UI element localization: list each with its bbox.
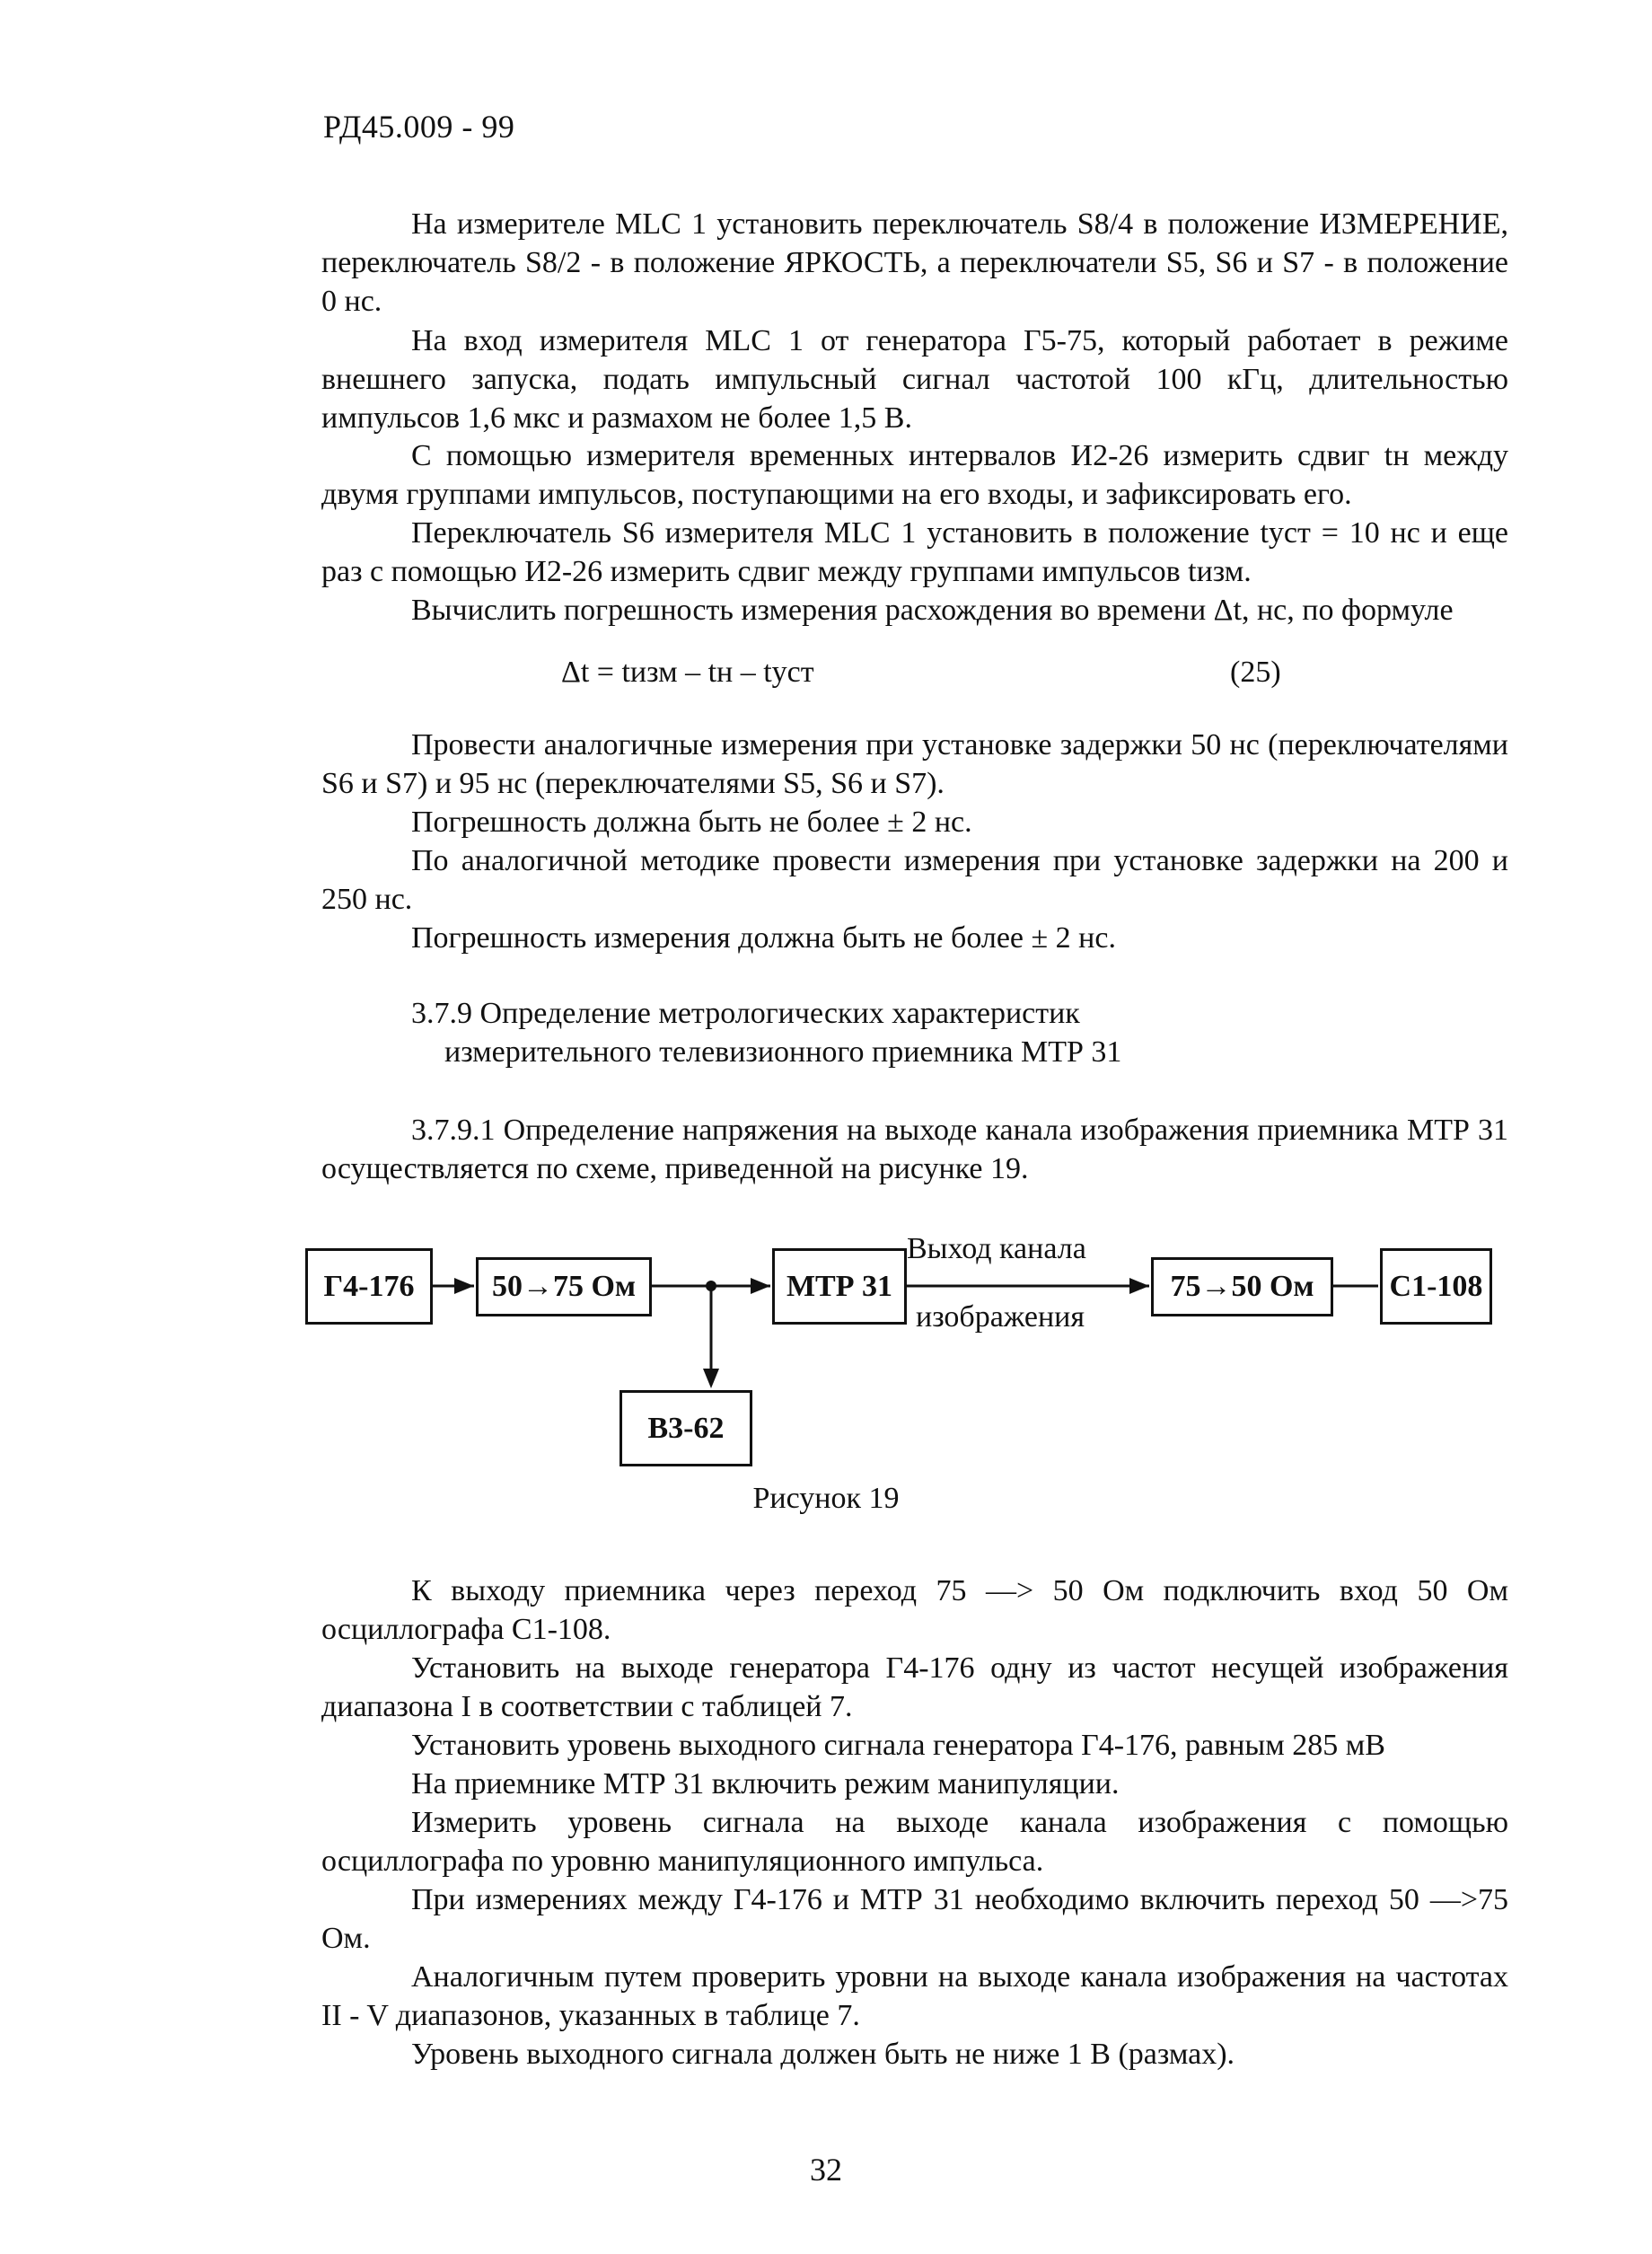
g4-176-block: Г4-176 <box>305 1248 433 1325</box>
adapter-75-50-block: 75→50 Ом <box>1151 1257 1333 1316</box>
mtr-31-block: МТР 31 <box>772 1248 907 1325</box>
document-code: РД45.009 - 99 <box>323 109 515 145</box>
paragraph: Аналогичным путем проверить уровни на выходе канала изображения на частотах II - V диапазонов, указанных в таблице 7. <box>321 1960 1508 2032</box>
c1-108-block: С1-108 <box>1380 1248 1492 1325</box>
formula-number: (25) <box>1230 656 1281 689</box>
section-heading-line2: измерительного телевизионного приемника МТР 31 <box>444 1035 1122 1069</box>
v3-62-block: В3-62 <box>620 1390 752 1466</box>
paragraph: Переключатель S6 измерителя MLC 1 установить в положение tуст = 10 нс и еще раз с помощью И2-26 измерить сдвиг между группами импульсов tизм. <box>321 516 1508 588</box>
paragraph: На измерителе MLC 1 установить переключатель S8/4 в положение ИЗМЕРЕНИЕ, переключатель S8/2 - в положение ЯРКОСТЬ, а переключатели S5, S6 и S7 - в положение 0 нс. <box>321 207 1508 318</box>
adapter-50-75-block: 50→75 Ом <box>476 1257 652 1316</box>
paragraph: На приемнике МТР 31 включить режим манипуляции. <box>411 1767 1120 1801</box>
section-heading-line1: 3.7.9 Определение метрологических характеристик <box>411 997 1080 1030</box>
page-number: 32 <box>810 2152 842 2188</box>
paragraph: Погрешность должна быть не более ± 2 нс. <box>411 806 972 839</box>
paragraph: При измерениях между Г4-176 и МТР 31 необходимо включить переход 50 —>75 Ом. <box>321 1883 1508 1955</box>
label-channel-output: Выход канала <box>907 1232 1086 1265</box>
formula-expression: Δt = tизм – tн – tуст <box>561 656 814 689</box>
paragraph: Вычислить погрешность измерения расхождения во времени Δt, нс, по формуле <box>411 594 1454 627</box>
label-image: изображения <box>916 1300 1085 1334</box>
paragraph: Погрешность измерения должна быть не более ± 2 нс. <box>411 921 1116 955</box>
paragraph: К выходу приемника через переход 75 —> 50 Ом подключить вход 50 Ом осциллографа С1-108. <box>321 1574 1508 1646</box>
paragraph: На вход измерителя MLC 1 от генератора Г5-75, который работает в режиме внешнего запуска, подать импульсный сигнал частотой 100 кГц, длительностью импульсов 1,6 мкс и размахом не более 1,5 В. <box>321 324 1508 435</box>
figure-caption: Рисунок 19 <box>752 1482 900 1515</box>
paragraph: Уровень выходного сигнала должен быть не ниже 1 В (размах). <box>411 2038 1235 2071</box>
paragraph: Установить на выходе генератора Г4-176 одну из частот несущей изображения диапазона I в соответствии с таблицей 7. <box>321 1651 1508 1723</box>
paragraph: С помощью измерителя временных интервалов И2-26 измерить сдвиг tн между двумя группами импульсов, поступающими на его входы, и зафиксировать его. <box>321 439 1508 511</box>
subsection-paragraph: 3.7.9.1 Определение напряжения на выходе канала изображения приемника МТР 31 осуществляется по схеме, приведенной на рисунке 19. <box>321 1114 1508 1185</box>
figure-19-diagram <box>296 1212 1499 1482</box>
paragraph: Измерить уровень сигнала на выходе канала изображения с помощью осциллографа по уровню манипуляционного импульса. <box>321 1806 1508 1878</box>
paragraph: По аналогичной методике провести измерения при установке задержки на 200 и 250 нс. <box>321 844 1508 916</box>
paragraph: Установить уровень выходного сигнала генератора Г4-176, равным 285 мВ <box>411 1729 1385 1762</box>
paragraph: Провести аналогичные измерения при установке задержки 50 нс (переключателями S6 и S7) и 95 нс (переключателями S5, S6 и S7). <box>321 728 1508 800</box>
